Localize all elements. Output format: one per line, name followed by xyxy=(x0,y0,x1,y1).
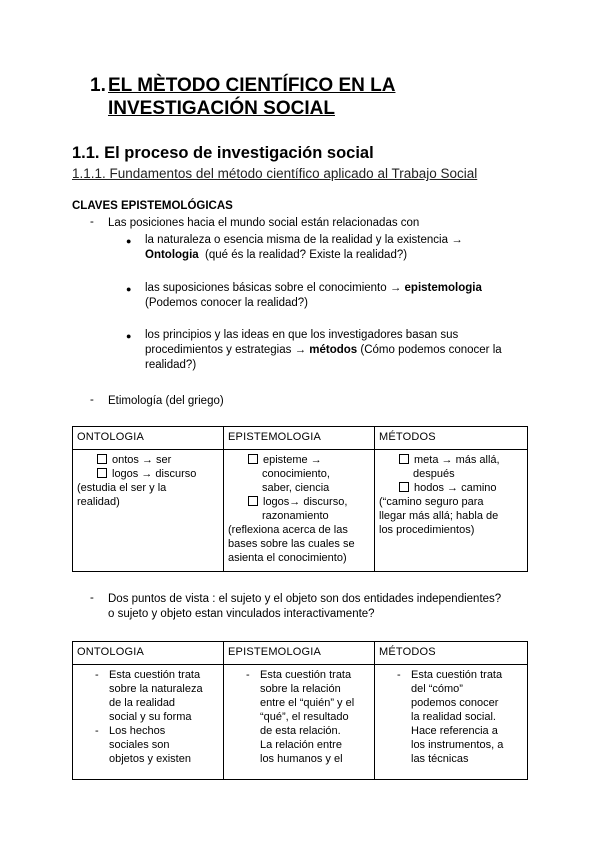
table1-cell-ontologia: ontos → ser logos → discurso (estudia el ser y la realidad) xyxy=(73,450,224,572)
heading-number: 1. xyxy=(90,75,106,96)
table2-header-metodos: MÉTODOS xyxy=(375,642,528,665)
table2-header-ontologia: ONTOLOGIA xyxy=(73,642,224,665)
dash-marker: - xyxy=(90,394,94,406)
checkbox-icon xyxy=(97,454,107,464)
viewpoints-table xyxy=(72,641,528,780)
table1-header-metodos: MÉTODOS xyxy=(375,427,528,450)
table2-cell-metodos: - Esta cuestión trata del “cómo” podemos conocer la realidad social. Hace referencia a los instrumentos, a las técnicas xyxy=(375,665,528,780)
checkbox-icon xyxy=(399,482,409,492)
bullet-ontologia: la naturaleza o esencia misma de la realidad y la existencia → Ontologia (qué és la realidad? Existe la realidad?) xyxy=(145,234,463,261)
table1-cell-epistemologia: episteme → conocimiento, saber, ciencia logos→ discurso, razonamiento (reflexiona acerca de las bases sobre las cuales se asienta el conocimiento) xyxy=(224,450,375,572)
table2-cell-ontologia: - Esta cuestión trata sobre la naturaleza de la realidad social y su forma - Los hechos sociales son objetos y existen xyxy=(73,665,224,780)
heading-title: EL MÈTODO CIENTÍFICO EN LA INVESTIGACIÓN SOCIAL xyxy=(108,75,396,119)
bullet-metodos: los principios y las ideas en que los investigadores basan sus procedimientos y estrategias → métodos (Cómo podemos conocer la realidad?) xyxy=(145,329,502,371)
table1-header-epistemologia: EPISTEMOLOGIA xyxy=(224,427,375,450)
claves-title: CLAVES EPISTEMOLÓGICAS xyxy=(72,200,233,212)
section-title: 1.1. El proceso de investigación social xyxy=(72,144,374,162)
bullet-dot: ● xyxy=(126,236,132,246)
dash-text-3: Dos puntos de vista : el sujeto y el objeto son dos entidades independientes? o sujeto y objeto estan vinculados interactivamente? xyxy=(108,593,502,620)
table2-header-epistemologia: EPISTEMOLOGIA xyxy=(224,642,375,665)
table1-header-ontologia: ONTOLOGIA xyxy=(73,427,224,450)
dash-marker: - xyxy=(90,592,94,604)
table1-cell-metodos: meta → más allá, después hodos → camino (“camino seguro para llegar más allá; habla de los procedimientos) xyxy=(375,450,528,572)
dash-text-1: Las posiciones hacia el mundo social están relacionadas con xyxy=(108,217,420,229)
section-subtitle: 1.1.1. Fundamentos del método científico aplicado al Trabajo Social xyxy=(72,166,478,181)
etymology-table xyxy=(72,426,528,572)
checkbox-icon xyxy=(97,468,107,478)
bullet-dot: ● xyxy=(126,331,132,341)
bullet-epistemologia: las suposiciones básicas sobre el conocimiento → epistemologia (Podemos conocer la realidad?) xyxy=(145,282,482,309)
dash-text-2: Etimología (del griego) xyxy=(108,395,224,407)
dash-marker: - xyxy=(90,216,94,228)
checkbox-icon xyxy=(399,454,409,464)
checkbox-icon xyxy=(248,496,258,506)
checkbox-icon xyxy=(248,454,258,464)
bullet-dot: ● xyxy=(126,284,132,294)
table2-cell-epistemologia: - Esta cuestión trata sobre la relación entre el “quién” y el “qué”, el resultado de esta relación. La relación entre los humanos y el xyxy=(224,665,375,780)
